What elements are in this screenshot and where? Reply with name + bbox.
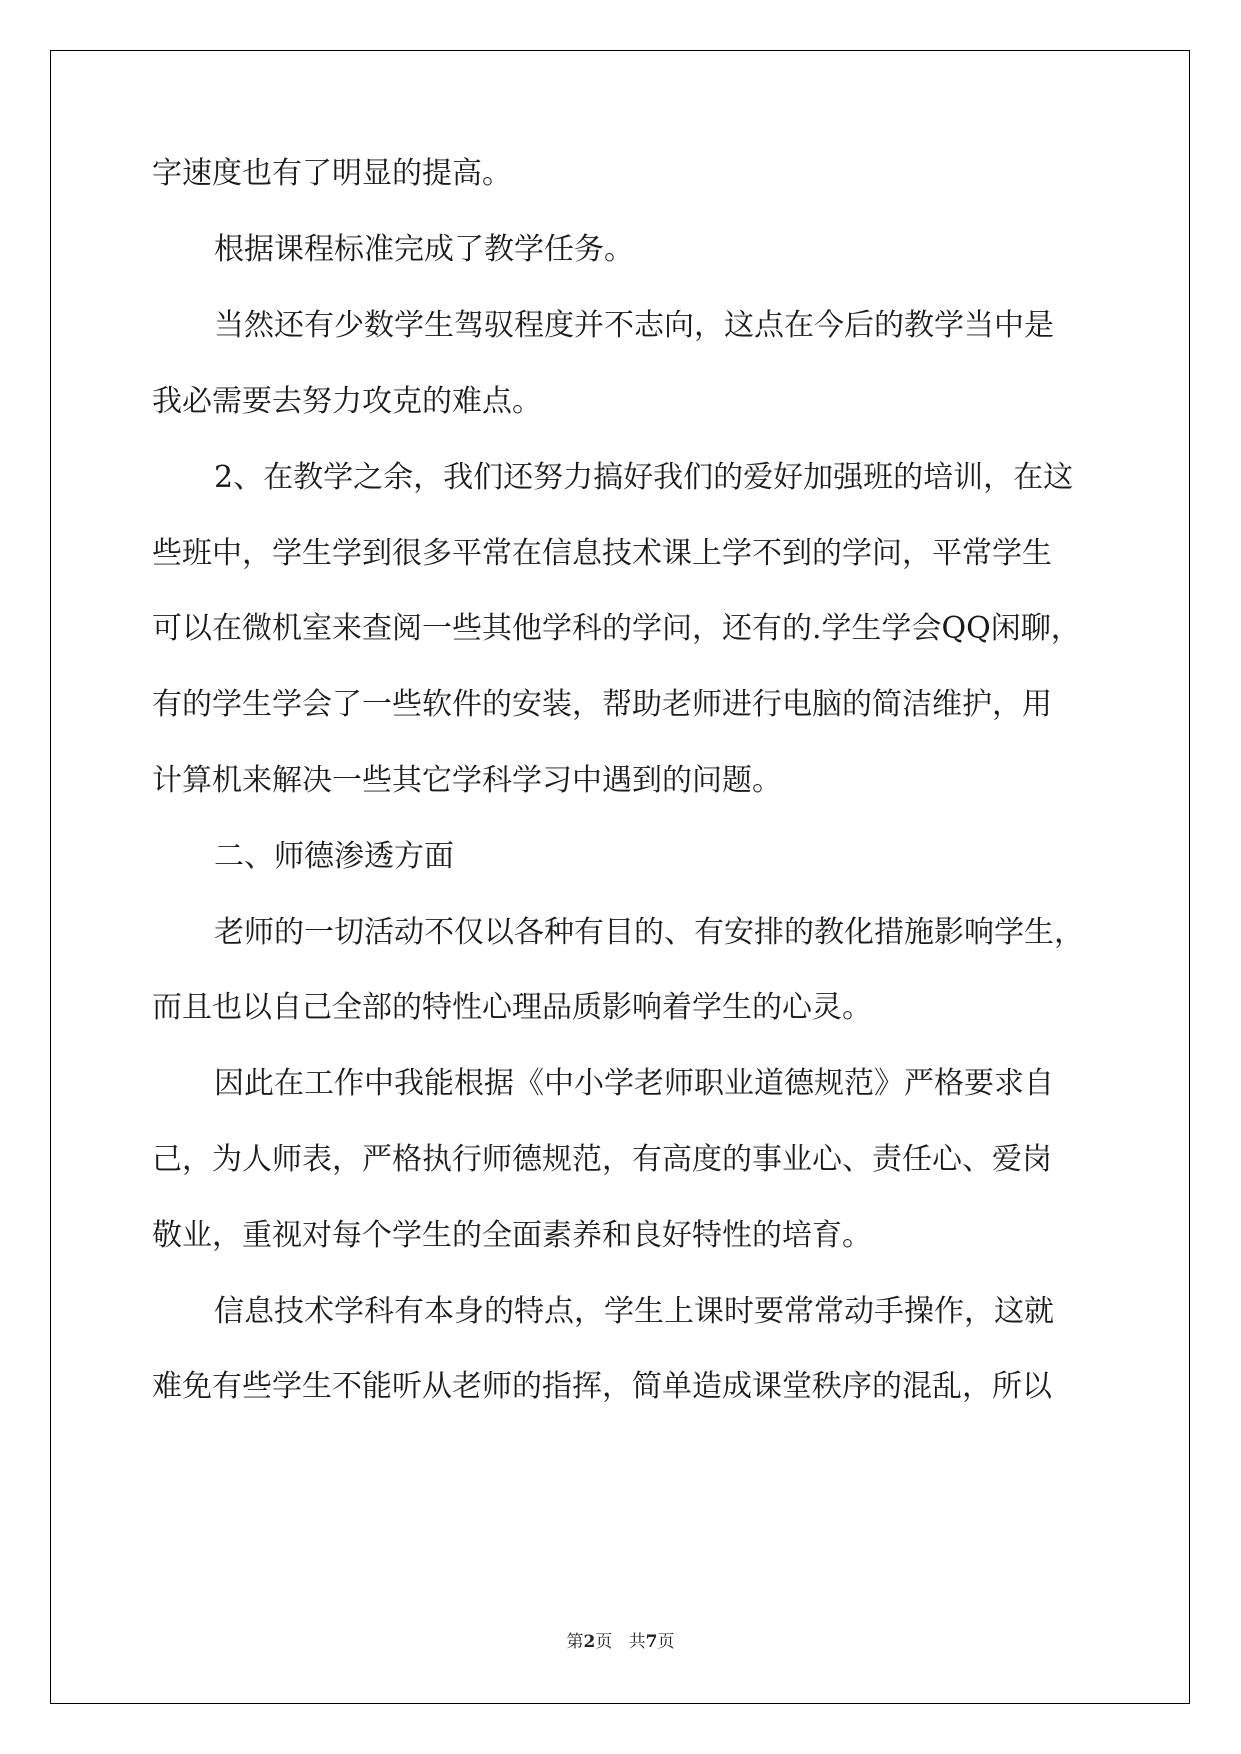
text-line: 字速度也有了明显的提高。 (152, 156, 512, 191)
text-line: 而且也以自己全部的特性心理品质影响着学生的心灵。 (152, 990, 872, 1025)
total-prefix: 共 (628, 1632, 646, 1652)
total-pages: 7 (645, 1632, 658, 1652)
section-heading: 二、师德渗透方面 (214, 839, 454, 874)
text-line: 计算机来解决一些其它学科学习中遇到的问题。 (152, 763, 782, 798)
text-line: 我必需要去努力攻克的难点。 (152, 384, 542, 419)
page-border (50, 50, 1190, 1704)
text-line: 根据课程标准完成了教学任务。 (214, 232, 634, 267)
text-line: 当然还有少数学生驾驭程度并不志向，这点在今后的教学当中是 (214, 308, 1054, 343)
text-line: 难免有些学生不能听从老师的指挥，简单造成课堂秩序的混乱，所以 (152, 1369, 1052, 1404)
page-number: 2 (583, 1632, 596, 1652)
text-line: 敬业，重视对每个学生的全面素养和良好特性的培育。 (152, 1218, 872, 1253)
page-prefix: 第 (566, 1632, 584, 1652)
page-suffix: 页 (595, 1632, 613, 1652)
text-line: 己，为人师表，严格执行师德规范，有高度的事业心、责任心、爱岗 (152, 1142, 1052, 1177)
text-line: 有的学生学会了一些软件的安装，帮助老师进行电脑的简洁维护，用 (152, 687, 1052, 722)
page-footer (0, 1631, 1241, 1653)
text-line: 老师的一切活动不仅以各种有目的、有安排的教化措施影响学生， (214, 915, 1084, 950)
total-suffix: 页 (657, 1632, 675, 1652)
text-line: 因此在工作中我能根据《中小学老师职业道德规范》严格要求自 (214, 1066, 1054, 1101)
text-line: 2、在教学之余，我们还努力搞好我们的爱好加强班的培训，在这 (214, 460, 1074, 495)
text-line: 可以在微机室来查阅一些其他学科的学问，还有的.学生学会QQ闲聊， (152, 611, 1081, 646)
text-line: 信息技术学科有本身的特点，学生上课时要常常动手操作，这就 (214, 1294, 1054, 1329)
text-line: 些班中，学生学到很多平常在信息技术课上学不到的学问，平常学生 (152, 536, 1052, 571)
